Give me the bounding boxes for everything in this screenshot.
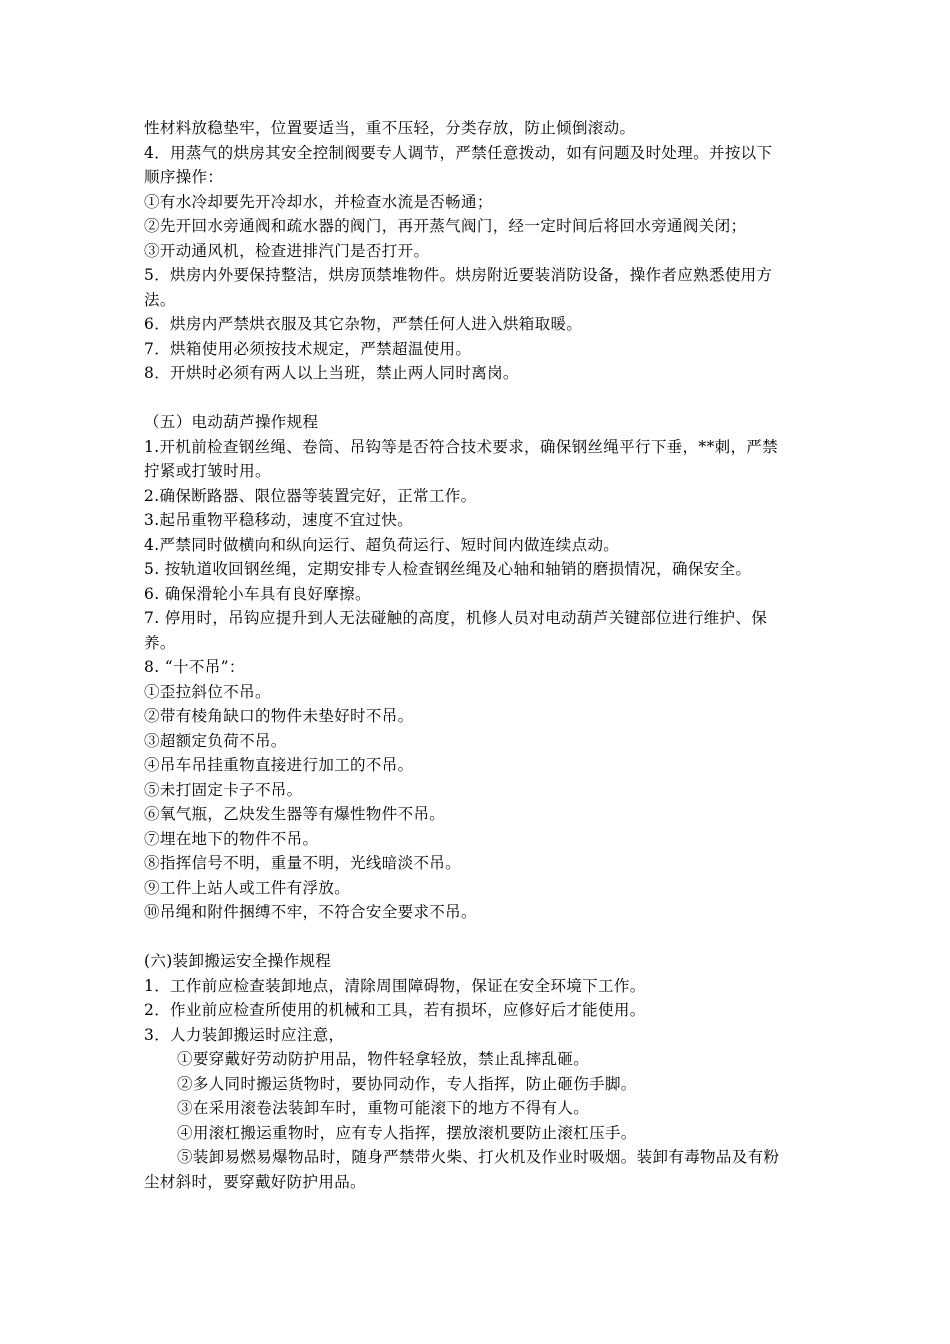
text-line: 8．开烘时必须有两人以上当班，禁止两人同时离岗。 xyxy=(144,364,519,382)
document-body xyxy=(144,116,814,1194)
list-item: ②多人同时搬运货物时，要协同动作，专人指挥，防止砸伤手脚。 xyxy=(177,1074,637,1093)
text-line: 养。 xyxy=(144,633,176,652)
text-line: 7. 停用时，吊钩应提升到人无法碰触的高度，机修人员对电动葫芦关键部位进行维护、保 xyxy=(144,609,768,627)
section-heading: (六)装卸搬运安全操作规程 xyxy=(144,952,332,970)
text-line: 1．工作前应检查装卸地点，清除周围障碍物，保证在安全环境下工作。 xyxy=(144,976,646,995)
list-item: ⑦埋在地下的物件不吊。 xyxy=(144,829,319,848)
text-line: 2．作业前应检查所使用的机械和工具，若有损坏，应修好后才能使用。 xyxy=(144,1001,646,1019)
list-item: ①要穿戴好劳动防护用品，物件轻拿轻放，禁止乱摔乱砸。 xyxy=(177,1050,590,1068)
text-line: 6. 确保滑轮小车具有良好摩擦。 xyxy=(144,584,371,603)
list-item: ②带有棱角缺口的物件未垫好时不吊。 xyxy=(144,707,414,725)
text-line: 5. 按轨道收回钢丝绳，定期安排专人检查钢丝绳及心轴和轴销的磨损情况，确保安全。 xyxy=(144,560,752,578)
list-item: ④用滚杠搬运重物时，应有专人指挥，摆放滚机要防止滚杠压手。 xyxy=(177,1123,637,1142)
text-line: 8. “十不吊”： xyxy=(144,658,245,676)
text-line: 拧紧或打皱时用。 xyxy=(144,462,271,480)
list-item: ⑤装卸易燃易爆物品时，随身严禁带火柴、打火机及作业时吸烟。装卸有毒物品及有粉 xyxy=(177,1148,780,1166)
list-item: ⑤未打固定卡子不吊。 xyxy=(144,780,303,799)
paragraph-gap xyxy=(144,925,814,950)
text-line: 1.开机前检查钢丝绳、卷筒、吊钩等是否符合技术要求，确保钢丝绳平行下垂，**刺，严禁 xyxy=(144,437,778,456)
text-line: 尘材斜时，要穿戴好防护用品。 xyxy=(144,1172,366,1191)
text-line: 性材料放稳垫牢，位置要适当，重不压轻，分类存放，防止倾倒滚动。 xyxy=(144,119,636,137)
text-line: 7．烘箱使用必须按技术规定，严禁超温使用。 xyxy=(144,339,472,358)
text-line: 3．人力装卸搬运时应注意， xyxy=(144,1025,345,1044)
paragraph-gap xyxy=(144,386,814,411)
text-line: 4．用蒸气的烘房其安全控制阀要专人调节，严禁任意拨动，如有问题及时处理。并按以下 xyxy=(144,143,773,162)
text-line: 顺序操作： xyxy=(144,168,224,186)
text-line: ③开动通风机，检查进排汽门是否打开。 xyxy=(144,241,430,260)
text-line: 5．烘房内外要保持整洁，烘房顶禁堆物件。烘房附近要装消防设备，操作者应熟悉使用方 xyxy=(144,266,773,284)
list-item: ③超额定负荷不吊。 xyxy=(144,731,287,750)
section-heading: （五）电动葫芦操作规程 xyxy=(144,413,319,431)
list-item: ⑨工件上站人或工件有浮放。 xyxy=(144,878,351,897)
text-line: ②先开回水旁通阀和疏水器的阀门，再开蒸气阀门，经一定时间后将回水旁通阀关闭； xyxy=(144,217,747,235)
text-line: 3.起吊重物平稳移动，速度不宜过快。 xyxy=(144,511,414,529)
text-line: 2.确保断路器、限位器等装置完好，正常工作。 xyxy=(144,486,477,505)
text-line: 6．烘房内严禁烘衣服及其它杂物，严禁任何人进入烘箱取暖。 xyxy=(144,315,583,333)
text-line: ①有水冷却要先开冷却水，并检查水流是否畅通； xyxy=(144,192,493,211)
list-item: ①歪拉斜位不吊。 xyxy=(144,682,271,701)
list-item: ④吊车吊挂重物直接进行加工的不吊。 xyxy=(144,756,414,774)
text-line: 法。 xyxy=(144,290,176,309)
list-item: ⑥氧气瓶，乙炔发生器等有爆性物件不吊。 xyxy=(144,805,446,823)
list-item: ③在采用滚卷法装卸车时，重物可能滚下的地方不得有人。 xyxy=(177,1099,590,1117)
text-line: 4.严禁同时做横向和纵向运行、超负荷运行、短时间内做连续点动。 xyxy=(144,535,620,554)
list-item: ⑩吊绳和附件捆缚不牢，不符合安全要求不吊。 xyxy=(144,903,477,921)
list-item: ⑧指挥信号不明，重量不明，光线暗淡不吊。 xyxy=(144,854,462,872)
